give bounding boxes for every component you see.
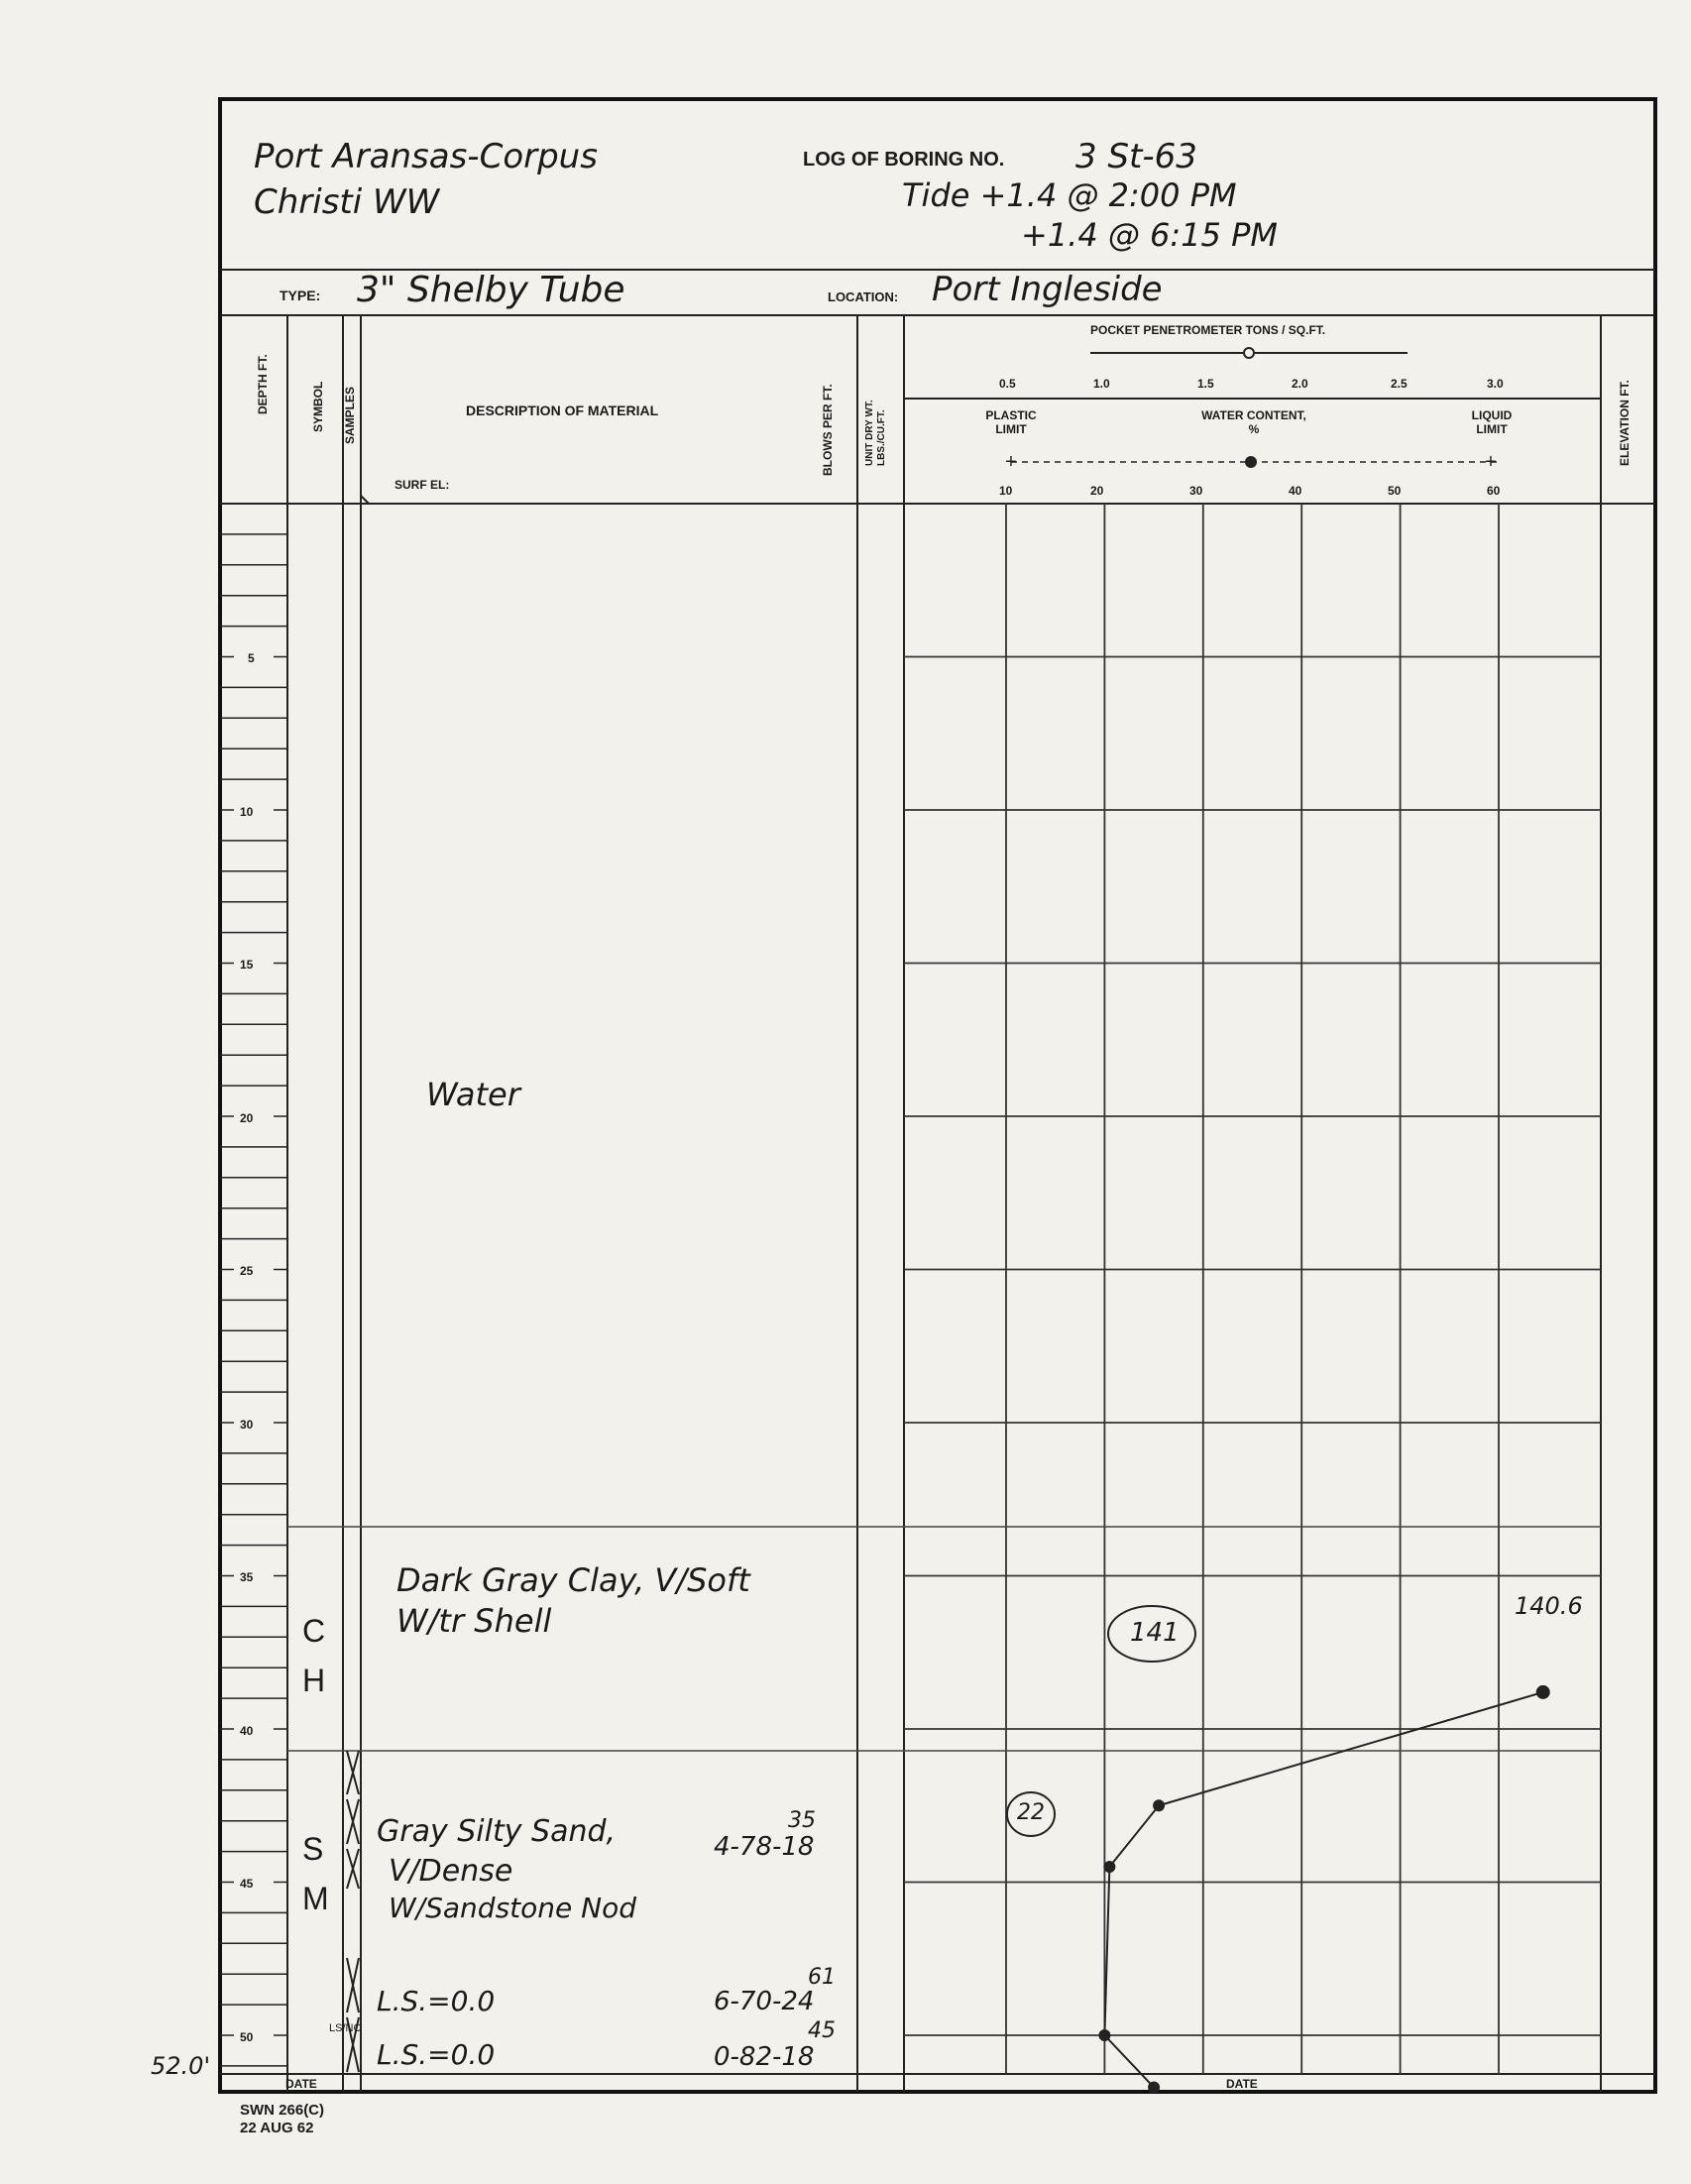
depth-label-10: 10 xyxy=(240,805,254,819)
depth-label-15: 15 xyxy=(240,958,254,972)
water-tick-4: 40 xyxy=(1289,484,1302,498)
data-point xyxy=(1098,2029,1110,2041)
sampler-type: 3" Shelby Tube xyxy=(357,270,625,310)
log-of-boring-label: LOG OF BORING NO. xyxy=(803,149,1005,171)
sample-1-test: 4-78-18 xyxy=(714,1832,815,1862)
samples-column-mark xyxy=(361,496,369,504)
pen-tick-6: 3.0 xyxy=(1487,377,1504,391)
depth-label-5: 5 xyxy=(248,651,255,665)
date-label-chart: DATE xyxy=(1226,2077,1258,2091)
depth-label-20: 20 xyxy=(240,1111,254,1125)
project-name-line1: Port Aransas-Corpus xyxy=(254,137,598,176)
circled-annotation-lower: 22 xyxy=(1017,1800,1045,1825)
sample-2-blows: 61 xyxy=(808,1965,836,1990)
form-number: SWN 266(C) xyxy=(240,2102,325,2119)
pen-tick-2: 1.0 xyxy=(1093,377,1110,391)
stratum-clay-description-1: Dark Gray Clay, V/Soft xyxy=(396,1561,750,1599)
sample-1-blows: 35 xyxy=(788,1808,816,1833)
water-tick-6: 60 xyxy=(1487,484,1501,498)
depth-label-35: 35 xyxy=(240,1570,254,1584)
stratum-sand-description-2: V/Dense xyxy=(389,1854,513,1889)
stratum-sand-description-1: Gray Silty Sand, xyxy=(377,1814,617,1849)
plastic-limit-marker: + xyxy=(1005,451,1017,473)
water-content-marker xyxy=(1245,456,1257,468)
water-tick-5: 50 xyxy=(1388,484,1402,498)
sample-3-blows: 45 xyxy=(808,2018,836,2043)
location-value: Port Ingleside xyxy=(932,270,1163,309)
circled-annotation-upper: 141 xyxy=(1130,1618,1180,1648)
sample-3-ls: L.S.=0.0 xyxy=(377,2038,496,2071)
data-point-label: 140.6 xyxy=(1515,1592,1583,1620)
depth-column-header: DEPTH FT. xyxy=(256,354,270,414)
tide-line1: Tide +1.4 @ 2:00 PM xyxy=(902,176,1237,214)
project-name-line2: Christi WW xyxy=(254,182,440,222)
total-depth: 52.0' xyxy=(151,2052,211,2080)
blows-column-header: BLOWS PER FT. xyxy=(821,384,835,476)
penetrometer-header: POCKET PENETROMETER TONS / SQ.FT. xyxy=(1090,323,1326,337)
depth-label-30: 30 xyxy=(240,1418,254,1432)
depth-label-50: 50 xyxy=(240,2030,254,2044)
pen-tick-3: 1.5 xyxy=(1197,377,1214,391)
tide-line2: +1.4 @ 6:15 PM xyxy=(1021,216,1278,254)
boring-number: 3 St-63 xyxy=(1075,137,1197,176)
elevation-column-header: ELEVATION FT. xyxy=(1618,380,1632,466)
stratum-water-description: Water xyxy=(426,1076,520,1113)
stratum-sand-description-3: W/Sandstone Nod xyxy=(389,1892,636,1924)
plastic-limit-header: PLASTIC LIMIT xyxy=(985,408,1037,436)
sample-2-test: 6-70-24 xyxy=(714,1987,815,2016)
data-point xyxy=(1153,1799,1165,1811)
penetrometer-marker xyxy=(1244,348,1254,358)
depth-label-45: 45 xyxy=(240,1877,254,1891)
pen-tick-1: 0.5 xyxy=(999,377,1016,391)
depth-scale xyxy=(220,534,287,2066)
depth-label-40: 40 xyxy=(240,1724,254,1738)
water-content-header: WATER CONTENT, % xyxy=(1201,408,1306,436)
pen-tick-4: 2.0 xyxy=(1292,377,1308,391)
unit-dry-weight-header: UNIT DRY WT. LBS./CU.FT. xyxy=(864,400,887,466)
sample-3-test: 0-82-18 xyxy=(714,2042,815,2072)
samples-column-header: SAMPLES xyxy=(343,386,357,444)
liquid-limit-marker: + xyxy=(1485,451,1497,473)
form-date: 22 AUG 62 xyxy=(240,2120,314,2136)
liquid-limit-header: LIQUID LIMIT xyxy=(1471,408,1513,436)
type-label: TYPE: xyxy=(280,287,321,303)
data-point xyxy=(1103,1861,1115,1873)
water-content-series xyxy=(1098,1685,1549,2094)
stratum-clay-description-2: W/tr Shell xyxy=(396,1602,552,1640)
water-tick-1: 10 xyxy=(999,484,1013,498)
symbol-column-header: SYMBOL xyxy=(311,381,325,432)
water-tick-2: 20 xyxy=(1090,484,1104,498)
location-label: LOCATION: xyxy=(828,289,899,304)
stratum-sand-symbol: S M xyxy=(302,1831,329,1916)
date-label-left: DATE xyxy=(285,2077,317,2091)
bottom-stamp: LS/NC xyxy=(329,2022,362,2034)
sample-2-ls: L.S.=0.0 xyxy=(377,1985,496,2017)
pen-tick-5: 2.5 xyxy=(1391,377,1408,391)
data-point xyxy=(1536,1685,1550,1699)
description-column-header: DESCRIPTION OF MATERIAL xyxy=(466,402,659,418)
data-point xyxy=(1148,2082,1160,2094)
surface-elevation-label: SURF EL: xyxy=(395,478,450,492)
water-tick-3: 30 xyxy=(1189,484,1203,498)
stratum-clay-symbol: C H xyxy=(302,1613,326,1698)
chart-grid xyxy=(904,504,1601,2074)
depth-label-25: 25 xyxy=(240,1264,254,1278)
